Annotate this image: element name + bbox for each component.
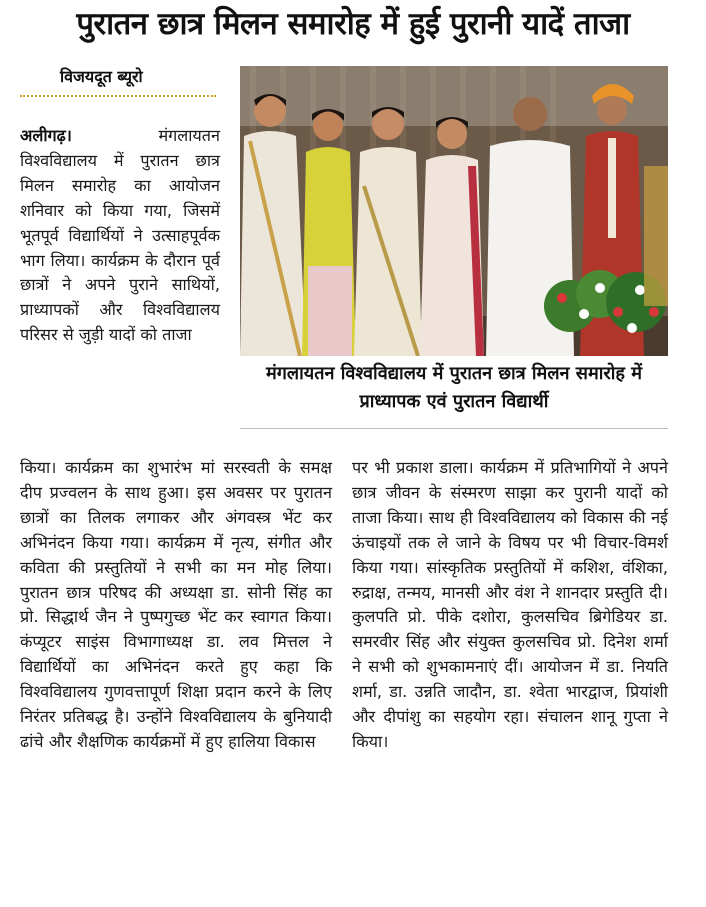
article-column-2: किया। कार्यक्रम का शुभारंभ मां सरस्वती के समक्ष दीप प्रज्वलन के साथ हुआ। इस अवसर पर पुरातन छात्रों का तिलक लगाकर और अंगवस्त्र भेंट कर अभिनंदन किया गया। कार्यक्रम में नृत्य, संगीत और कविता की प्रस्तुतियों ने सभी का मन मोह लिया। पुरातन छात्र परिषद की अध्यक्षा डा. सोनी सिंह का प्रो. सिद्धार्थ जैन ने पुष्पगुच्छ भेंट कर स्वागत किया। कंप्यूटर साइंस विभागाध्यक्ष डा. लव मित्तल ने विद्यार्थियों का अभिनंदन करते हुए कहा कि विश्वविद्यालय गुणवत्तापूर्ण शिक्षा प्रदान करने के लिए निरंतर प्रतिबद्ध है। उन्होंने विश्वविद्यालय के बुनियादी ढांचे और शैक्षणिक कार्यक्रमों में हुए हालिया विकास xyxy=(20,458,332,751)
event-photo-illustration xyxy=(240,66,668,356)
photo-caption: मंगलायतन विश्वविद्यालय में पुरातन छात्र मिलन समारोह में प्राध्यापक एवं पुरातन विद्यार्थी xyxy=(265,363,642,412)
column-1-text: मंगलायतन विश्वविद्यालय में पुरातन छात्र मिलन समारोह का आयोजन शनिवार को किया गया, जिसमें भूतपूर्व विद्यार्थियों ने उत्साहपूर्वक भाग लिया। कार्यक्रम के दौरान पूर्व छात्रों ने अपने पुराने साथियों, प्राध्यापकों और विश्वविद्यालय परिसर से जुड़ी यादों को ताजा xyxy=(20,126,220,345)
event-photo xyxy=(240,66,668,356)
byline: विजयदूत ब्यूरो xyxy=(60,67,143,86)
byline-divider xyxy=(20,95,216,97)
headline: पुरातन छात्र मिलन समारोह में हुई पुरानी यादें ताजा xyxy=(76,6,630,42)
dateline: अलीगढ़। xyxy=(20,126,72,145)
article-column-3: पर भी प्रकाश डाला। कार्यक्रम में प्रतिभागियों ने अपने छात्र जीवन के संस्मरण साझा कर पुरानी यादों को ताजा किया। साथ ही विश्वविद्यालय को विकास की नई ऊंचाइयों तक ले जाने के विषय पर भी विचार-विमर्श किया गया। सांस्कृतिक प्रस्तुतियों में कशिश, वंशिका, रुद्राक्ष, तन्मय, मानसी और वंश ने शानदार प्रस्तुति दी। कुलपति प्रो. पीके दशोरा, कुलसचिव ब्रिगेडियर डा. समरवीर सिंह और संयुक्त कुलसचिव प्रो. दिनेश शर्मा ने सभी को शुभकामनाएं दीं। आयोजन में डा. नियति शर्मा, डा. उन्नति जादौन, डा. श्वेता भारद्वाज, प्रियांशी और दीपांशु का सहयोग रहा। संचालन शानू गुप्ता ने किया। xyxy=(352,458,668,751)
caption-divider xyxy=(240,428,668,429)
article-column-1 xyxy=(20,124,220,348)
